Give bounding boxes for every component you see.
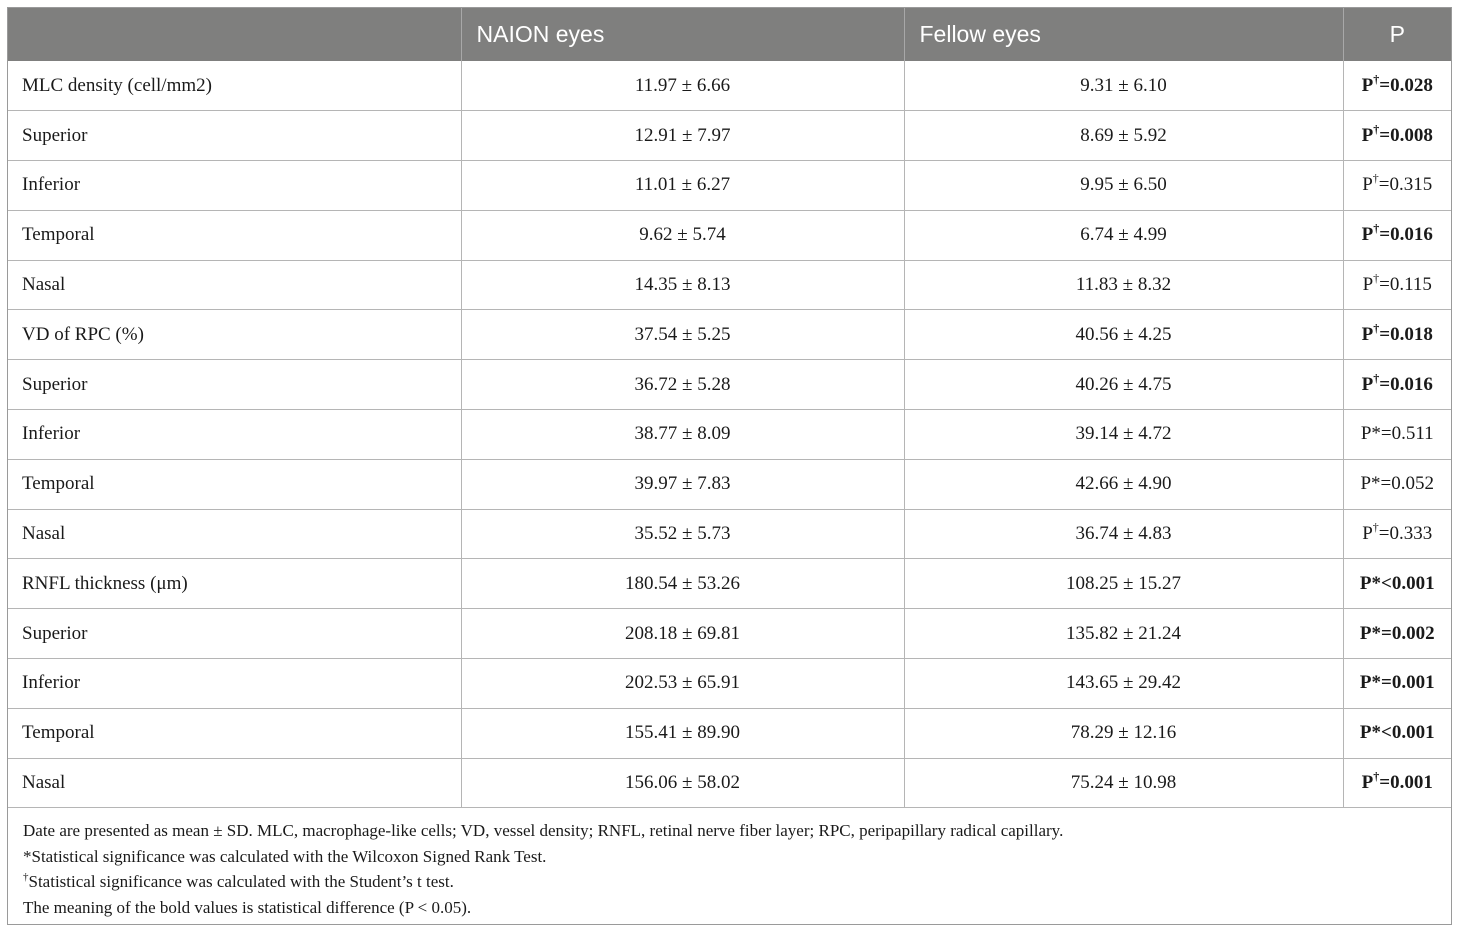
naion-value: 14.35 ± 8.13 <box>461 260 904 310</box>
header-naion-eyes: NAION eyes <box>461 8 904 61</box>
p-value <box>1343 659 1451 709</box>
table-row <box>8 609 1451 659</box>
footnote-abbreviations: Date are presented as mean ± SD. MLC, macrophage-like cells; VD, vessel density; RNFL, retinal nerve fiber layer; RPC, peripapillary radical capillary. <box>23 821 1064 840</box>
p-value <box>1343 111 1451 161</box>
naion-value: 156.06 ± 58.02 <box>461 758 904 808</box>
naion-value: 35.52 ± 5.73 <box>461 509 904 559</box>
row-label: Superior <box>8 360 461 410</box>
dagger-symbol: † <box>23 871 29 883</box>
table-row <box>8 758 1451 808</box>
p-prefix: P <box>1362 174 1373 196</box>
header-fellow-eyes: Fellow eyes <box>904 8 1343 61</box>
naion-value: 36.72 ± 5.28 <box>461 360 904 410</box>
footnote-student-t-text: Statistical significance was calculated with the Student’s t test. <box>28 872 454 891</box>
dagger-symbol: † <box>1373 121 1380 136</box>
dagger-symbol: † <box>1373 320 1380 335</box>
p-number: =0.001 <box>1379 772 1433 794</box>
p-number: =0.008 <box>1379 124 1433 146</box>
p-value <box>1343 708 1451 758</box>
p-prefix: P* <box>1359 672 1382 694</box>
p-prefix: P <box>1361 323 1374 345</box>
table-row <box>8 360 1451 410</box>
fellow-value: 135.82 ± 21.24 <box>904 609 1343 659</box>
p-prefix: P* <box>1360 423 1381 445</box>
p-prefix: P <box>1362 274 1374 296</box>
table-row <box>8 210 1451 260</box>
p-prefix: P <box>1361 124 1374 146</box>
naion-value: 37.54 ± 5.25 <box>461 310 904 360</box>
naion-value: 11.97 ± 6.66 <box>461 61 904 111</box>
p-value <box>1343 410 1451 460</box>
table-row <box>8 559 1451 609</box>
p-value <box>1343 509 1451 559</box>
table-row <box>8 310 1451 360</box>
row-label: Nasal <box>8 509 461 559</box>
fellow-value: 11.83 ± 8.32 <box>904 260 1343 310</box>
fellow-value: 36.74 ± 4.83 <box>904 509 1343 559</box>
dagger-symbol: † <box>1372 520 1379 535</box>
row-label: Inferior <box>8 161 461 211</box>
p-value <box>1343 61 1451 111</box>
p-number: =0.115 <box>1379 274 1432 296</box>
p-number: =0.002 <box>1381 622 1435 644</box>
p-value <box>1343 559 1451 609</box>
naion-value: 39.97 ± 7.83 <box>461 459 904 509</box>
fellow-value: 108.25 ± 15.27 <box>904 559 1343 609</box>
table-row <box>8 659 1451 709</box>
naion-value: 38.77 ± 8.09 <box>461 410 904 460</box>
header-p: P <box>1343 8 1451 61</box>
footnote-bold-meaning: The meaning of the bold values is statistical difference (P < 0.05). <box>23 897 472 917</box>
p-number: =0.315 <box>1378 174 1433 196</box>
header-cell-blank <box>8 8 461 61</box>
p-prefix: P* <box>1359 572 1382 594</box>
fellow-value: 78.29 ± 12.16 <box>904 708 1343 758</box>
row-label: Inferior <box>8 659 461 709</box>
p-prefix: P <box>1361 74 1374 96</box>
p-number: =0.511 <box>1380 423 1434 445</box>
footnote-student-t <box>23 869 1063 895</box>
p-prefix: P <box>1361 373 1374 395</box>
p-number: =0.018 <box>1379 323 1433 345</box>
row-label: MLC density (cell/mm2) <box>8 61 461 111</box>
p-number: =0.333 <box>1378 523 1433 545</box>
p-value <box>1343 310 1451 360</box>
table-row <box>8 459 1451 509</box>
row-label: Temporal <box>8 708 461 758</box>
dagger-symbol: † <box>1373 221 1380 236</box>
row-label: Inferior <box>8 410 461 460</box>
p-value <box>1343 260 1451 310</box>
dagger-symbol: † <box>1373 370 1380 385</box>
p-prefix: P <box>1361 772 1374 794</box>
table-row <box>8 509 1451 559</box>
fellow-value: 75.24 ± 10.98 <box>904 758 1343 808</box>
table-row <box>8 161 1451 211</box>
p-value <box>1343 161 1451 211</box>
p-value <box>1343 609 1451 659</box>
dagger-symbol: † <box>1372 171 1379 186</box>
table-body <box>8 61 1451 808</box>
row-label: Temporal <box>8 210 461 260</box>
row-label: Nasal <box>8 758 461 808</box>
p-prefix: P <box>1362 523 1373 545</box>
table-row <box>8 260 1451 310</box>
p-number: <0.001 <box>1381 722 1435 744</box>
p-value <box>1343 210 1451 260</box>
p-prefix: P* <box>1359 722 1382 744</box>
results-table <box>8 8 1451 808</box>
fellow-value: 42.66 ± 4.90 <box>904 459 1343 509</box>
p-prefix: P* <box>1359 622 1382 644</box>
fellow-value: 143.65 ± 29.42 <box>904 659 1343 709</box>
p-prefix: P <box>1361 224 1374 246</box>
p-number: =0.052 <box>1380 473 1435 495</box>
p-prefix: P* <box>1360 473 1381 495</box>
row-label: Superior <box>8 609 461 659</box>
fellow-value: 39.14 ± 4.72 <box>904 410 1343 460</box>
footnote-wilcoxon: *Statistical significance was calculated with the Wilcoxon Signed Rank Test. <box>23 846 547 866</box>
table-row <box>8 410 1451 460</box>
naion-value: 155.41 ± 89.90 <box>461 708 904 758</box>
naion-value: 12.91 ± 7.97 <box>461 111 904 161</box>
row-label: Temporal <box>8 459 461 509</box>
row-label: RNFL thickness (μm) <box>8 559 461 609</box>
naion-value: 9.62 ± 5.74 <box>461 210 904 260</box>
naion-value: 202.53 ± 65.91 <box>461 659 904 709</box>
row-label: Superior <box>8 111 461 161</box>
header-row <box>8 8 1451 61</box>
p-value <box>1343 360 1451 410</box>
naion-value: 11.01 ± 6.27 <box>461 161 904 211</box>
table-footnotes <box>23 818 1063 920</box>
dagger-symbol: † <box>1373 71 1380 86</box>
p-number: =0.028 <box>1379 74 1433 96</box>
p-number: =0.016 <box>1379 373 1433 395</box>
row-label: VD of RPC (%) <box>8 310 461 360</box>
dagger-symbol: † <box>1373 271 1380 286</box>
table-row <box>8 61 1451 111</box>
p-number: =0.016 <box>1379 224 1433 246</box>
p-number: <0.001 <box>1381 572 1435 594</box>
p-value <box>1343 459 1451 509</box>
dagger-symbol: † <box>1373 769 1380 784</box>
table-row <box>8 111 1451 161</box>
fellow-value: 6.74 ± 4.99 <box>904 210 1343 260</box>
fellow-value: 9.31 ± 6.10 <box>904 61 1343 111</box>
fellow-value: 9.95 ± 6.50 <box>904 161 1343 211</box>
fellow-value: 8.69 ± 5.92 <box>904 111 1343 161</box>
row-label: Nasal <box>8 260 461 310</box>
fellow-value: 40.56 ± 4.25 <box>904 310 1343 360</box>
p-number: =0.001 <box>1381 672 1435 694</box>
p-value <box>1343 758 1451 808</box>
fellow-value: 40.26 ± 4.75 <box>904 360 1343 410</box>
naion-value: 208.18 ± 69.81 <box>461 609 904 659</box>
table-row <box>8 708 1451 758</box>
naion-value: 180.54 ± 53.26 <box>461 559 904 609</box>
